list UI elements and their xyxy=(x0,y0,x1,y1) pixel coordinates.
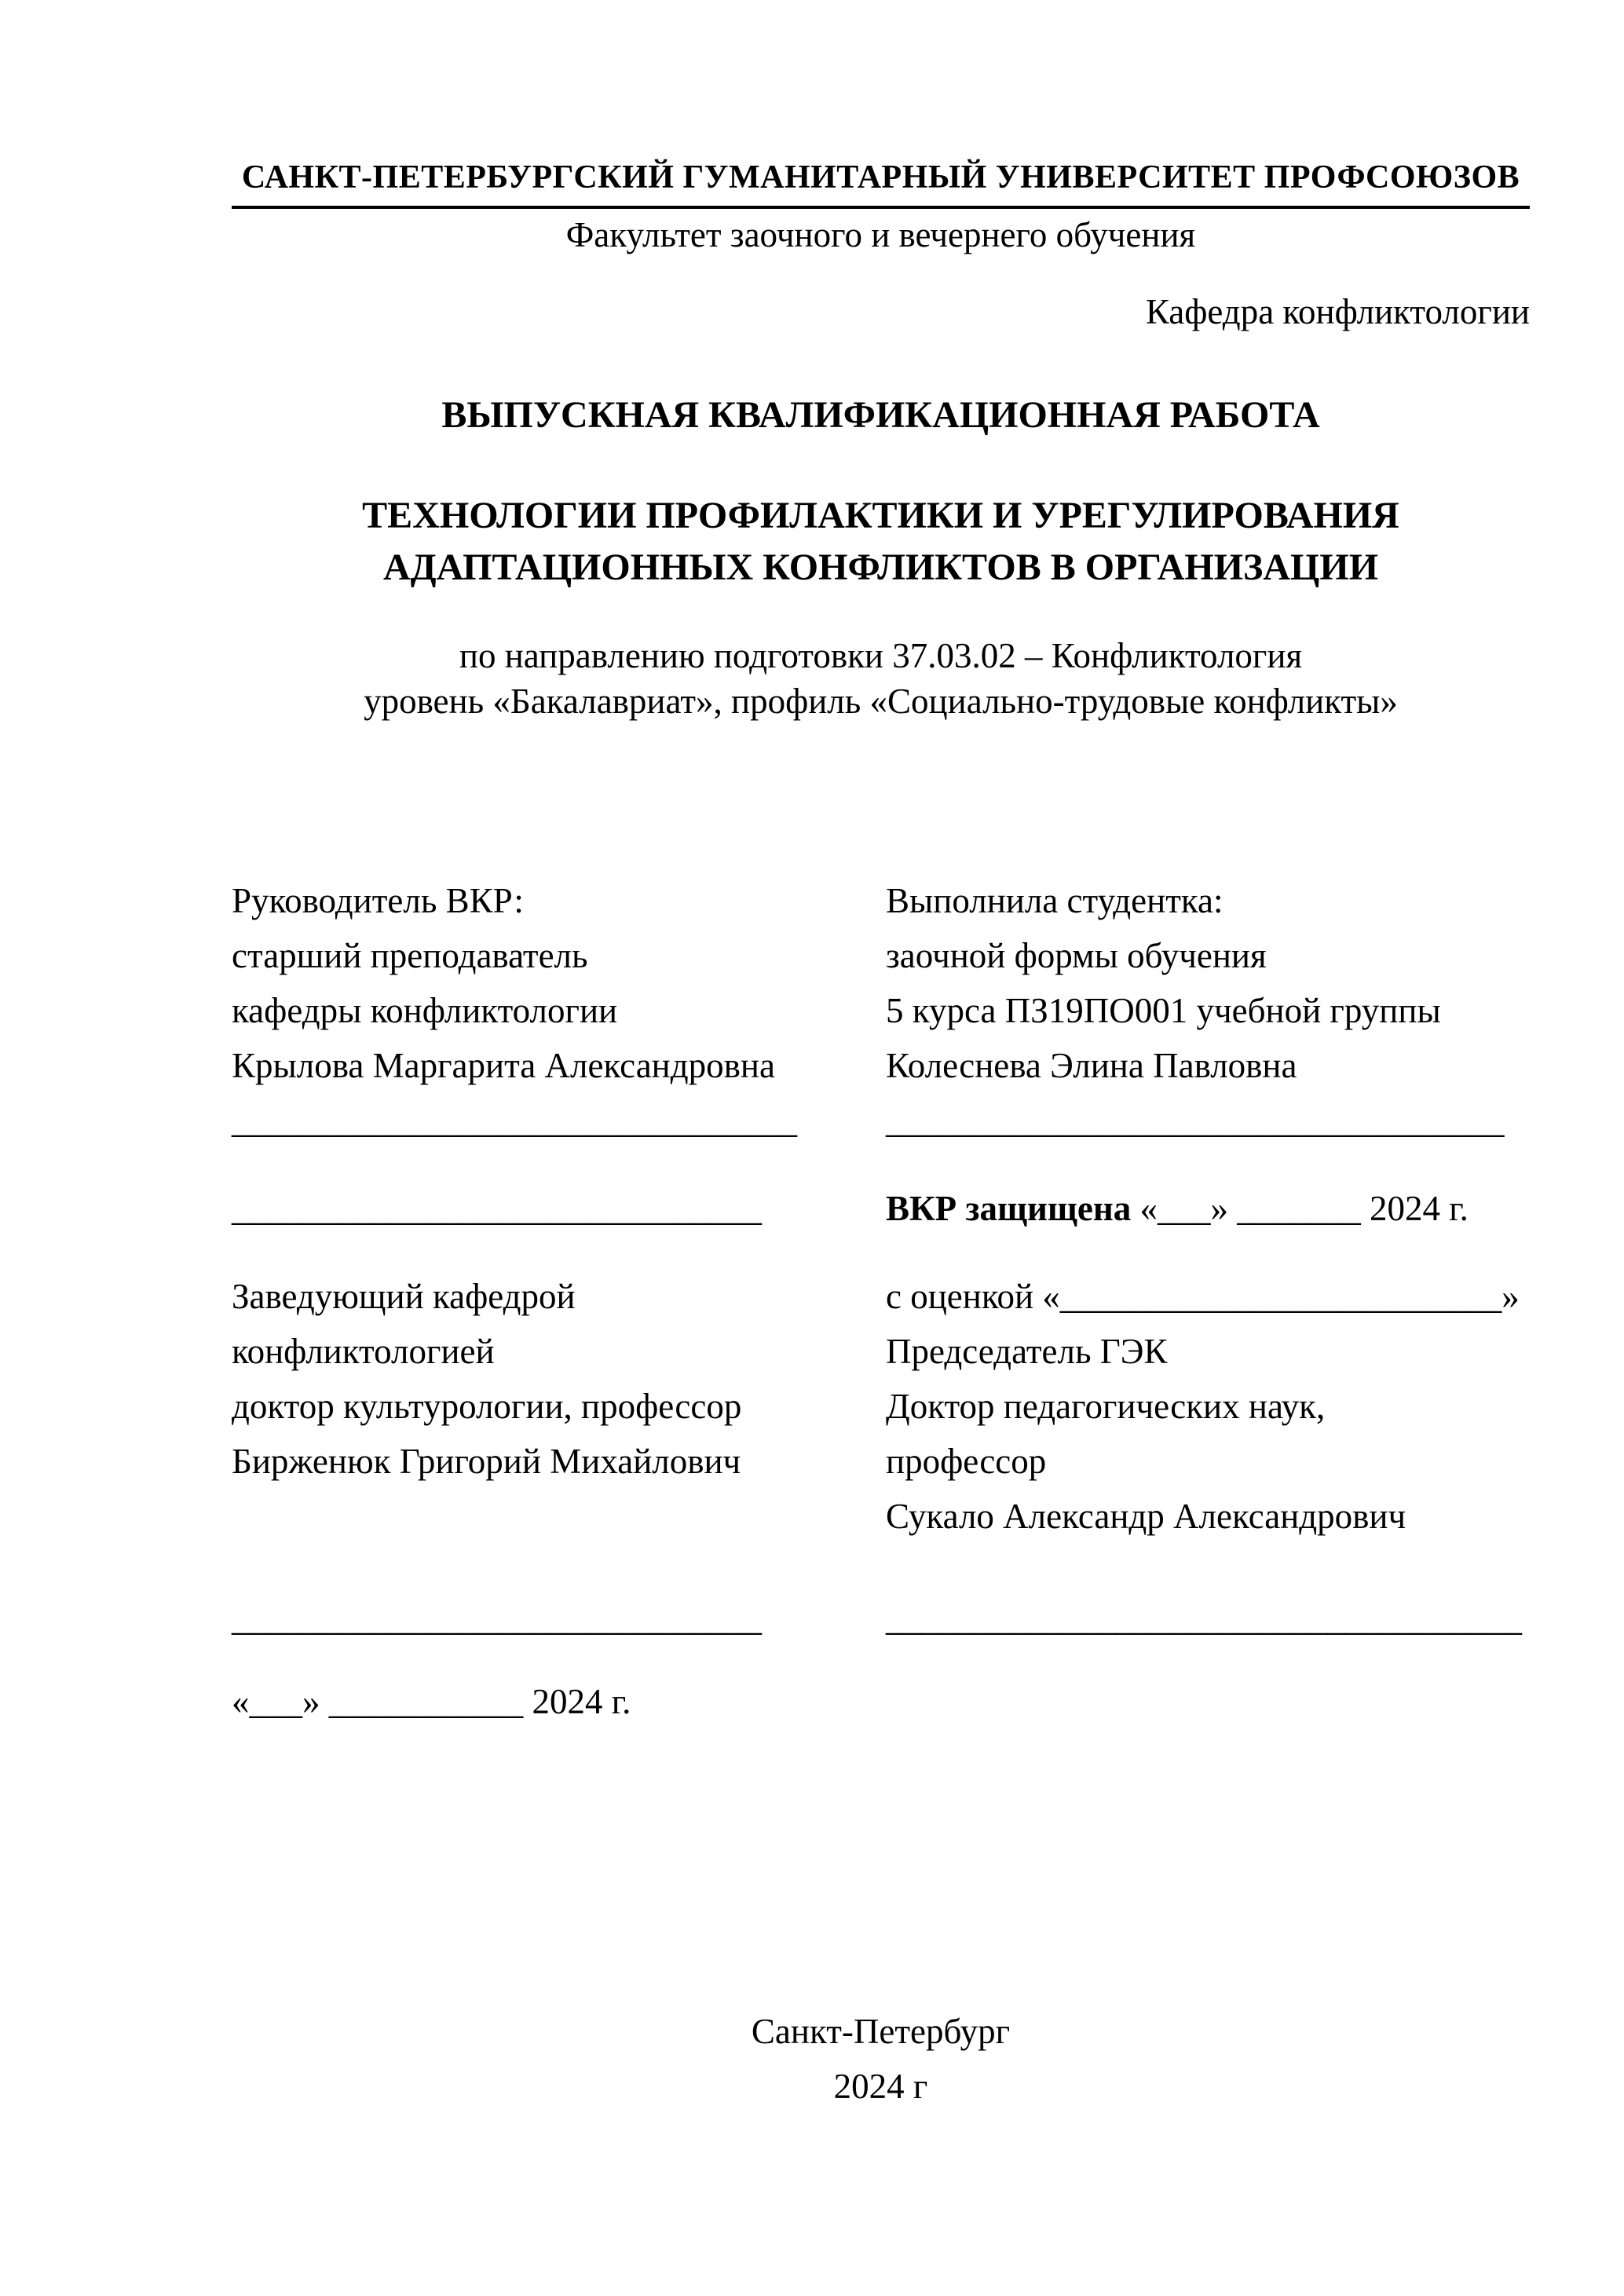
supervisor-position-line1: старший преподаватель xyxy=(232,936,588,975)
defense-date-line xyxy=(886,1181,1530,1236)
chair-name: Сукало Александр Александрович xyxy=(886,1497,1406,1536)
department-name: Кафедра конфликтологии xyxy=(1145,292,1530,331)
chair-degree-line2: профессор xyxy=(886,1442,1047,1481)
supervisor-column xyxy=(232,873,886,1729)
student-signature-line: ___________________________________ xyxy=(886,1101,1505,1140)
chair-degree-line1: Доктор педагогических наук, xyxy=(886,1387,1326,1426)
head-name: Бирженюк Григорий Михайлович xyxy=(232,1442,741,1481)
head-date-line: «___» ___________ 2024 г. xyxy=(232,1682,631,1721)
thesis-title xyxy=(232,490,1530,594)
supervisor-role-label: Руководитель ВКР: xyxy=(232,881,524,920)
student-name: Колеснева Элина Павловна xyxy=(886,1046,1297,1085)
head-position: доктор культурологии, профессор xyxy=(232,1387,742,1426)
student-role-label: Выполнила студентка: xyxy=(886,881,1223,920)
page-footer xyxy=(232,2004,1530,2114)
footer-city: Санкт-Петербург xyxy=(751,2012,1011,2051)
supervisor-name: Крылова Маргарита Александровна xyxy=(232,1046,775,1085)
work-type-title: ВЫПУСКНАЯ КВАЛИФИКАЦИОННАЯ РАБОТА xyxy=(441,394,1320,436)
supervisor-signature-line-1: ________________________________ xyxy=(232,1101,797,1140)
supervisor-position-line2: кафедры конфликтологии xyxy=(232,991,618,1030)
thesis-title-line1: ТЕХНОЛОГИИ ПРОФИЛАКТИКИ И УРЕГУЛИРОВАНИЯ xyxy=(362,495,1399,536)
program-level-profile: уровень «Бакалавриат», профиль «Социально-трудовые конфликты» xyxy=(364,682,1398,721)
student-column xyxy=(886,873,1530,1729)
supervisor-signature-line-2: ______________________________ xyxy=(232,1189,762,1228)
head-role-line2: конфликтологией xyxy=(232,1332,495,1371)
faculty-name: Факультет заочного и вечернего обучения xyxy=(565,215,1196,254)
defense-defended-date: «___» _______ 2024 г. xyxy=(1131,1189,1469,1228)
chair-role: Председатель ГЭК xyxy=(886,1332,1168,1371)
program-direction: по направлению подготовки 37.03.02 – Конфликтология xyxy=(459,636,1303,675)
thesis-title-line2: АДАПТАЦИОННЫХ КОНФЛИКТОВ В ОРГАНИЗАЦИИ xyxy=(382,547,1379,588)
chair-signature-line: ____________________________________ xyxy=(886,1599,1522,1638)
head-role-line1: Заведующий кафедрой xyxy=(232,1277,576,1316)
student-group: 5 курса ПЗ19ПО001 учебной группы xyxy=(886,991,1441,1030)
program-info xyxy=(232,633,1530,724)
head-signature-line: ______________________________ xyxy=(232,1599,762,1638)
defense-grade-line: с оценкой «_________________________» xyxy=(886,1277,1520,1316)
university-name: САНКТ-ПЕТЕРБУРГСКИЙ ГУМАНИТАРНЫЙ УНИВЕРСИТЕТ ПРОФСОЮЗОВ xyxy=(232,157,1530,209)
student-form: заочной формы обучения xyxy=(886,936,1267,975)
defense-defended-label: ВКР защищена xyxy=(886,1189,1132,1228)
signatures-section xyxy=(232,873,1530,1729)
footer-year: 2024 г xyxy=(833,2067,928,2106)
